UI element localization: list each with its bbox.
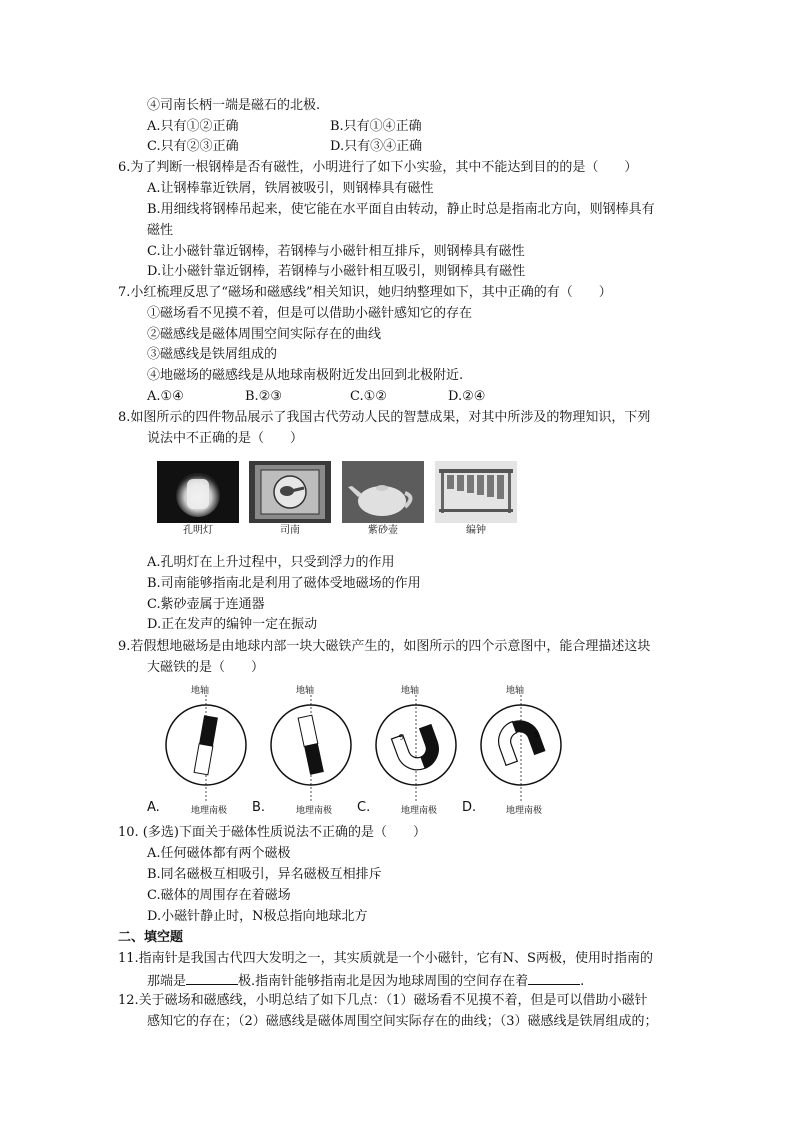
q7-item3: ③磁感线是铁屑组成的 <box>147 347 278 362</box>
pole-label: 地理南极 <box>191 806 228 816</box>
magnet-s-mark: S <box>534 731 539 739</box>
q11-blank-1[interactable] <box>186 971 238 985</box>
q7-item1: ①磁场看不见摸不着，但是可以借助小磁针感知它的存在 <box>147 306 473 321</box>
caption-sinan: 司南 <box>249 523 331 539</box>
q7-item2: ②磁感线是磁体周围空间实际存在的曲线 <box>147 327 382 342</box>
q8-option-c: C.紫砂壶属于连通器 <box>147 597 265 612</box>
q10-option-d: D.小磁针静止时，N极总指向地球北方 <box>147 909 368 924</box>
diagram-c <box>373 683 459 815</box>
q5-option-a: A.只有①②正确 <box>147 119 239 134</box>
q6-option-d: D.让小磁针靠近钢棒，若钢棒与小磁针相互吸引，则钢棒具有磁性 <box>147 264 526 279</box>
bianzhong-photo <box>435 461 517 539</box>
q12-line2: 感知它的存在；（2）磁感线是磁体周围空间实际存在的曲线；（3）磁感线是铁屑组成的； <box>147 1014 658 1029</box>
q9-letter-b: B. <box>252 800 266 815</box>
q11-text-a: 那端是 <box>147 974 187 989</box>
q12-line1: 12.关于磁场和磁感线，小明总结了如下几点：（1）磁场看不见摸不着，但是可以借助小磁针 <box>118 993 648 1008</box>
q9-stem-cont: 大磁铁的是（ ） <box>147 660 265 675</box>
axis-label: 地轴 <box>191 686 210 696</box>
q10-option-b: B.同名磁极互相吸引，异名磁极互相排斥 <box>147 867 382 882</box>
q9-stem: 9.若假想地磁场是由地球内部一块大磁铁产生的，如图所示的四个示意图中，能合理描述这块 <box>118 639 651 654</box>
q7-option-d: D.②④ <box>448 389 486 404</box>
q6-option-a: A.让钢棒靠近铁屑，铁屑被吸引，则钢棒具有磁性 <box>147 181 434 196</box>
q10-option-a: A.任何磁体都有两个磁极 <box>147 846 291 861</box>
q9-letter-c: C. <box>357 800 371 815</box>
pole-label: 地理南极 <box>296 806 333 816</box>
q7-stem: 7.小红梳理反思了“磁场和磁感线”相关知识，她归纳整理如下，其中正确的有（ ） <box>118 285 612 300</box>
q11-text-c: . <box>580 974 585 989</box>
q6-option-c: C.让小磁针靠近钢棒，若钢棒与小磁针相互排斥，则钢棒具有磁性 <box>147 244 525 259</box>
q7-option-a: A.①④ <box>147 389 184 404</box>
q7-option-b: B.②③ <box>245 389 282 404</box>
zisha-teapot-photo <box>342 461 424 539</box>
q8-stem: 8.如图所示的四件物品展示了我国古代劳动人民的智慧成果，对其中所涉及的物理知识，下列 <box>118 410 651 425</box>
q11-line1: 11.指南针是我国古代四大发明之一，其实质就是一个小磁针，它有N、S两极，使用时指南的 <box>118 951 653 966</box>
q7-option-c: C.①② <box>350 389 387 404</box>
caption-kongming-lantern: 孔明灯 <box>157 523 239 539</box>
q5-option-c: C.只有②③正确 <box>147 139 239 154</box>
q8-option-a: A.孔明灯在上升过程中，只受到浮力的作用 <box>147 555 395 570</box>
caption-zisha-teapot: 紫砂壶 <box>342 523 424 539</box>
q6-option-b: B.用细线将钢棒吊起来，使它能在水平面自由转动，静止时总是指南北方向，则钢棒具有 <box>147 202 655 217</box>
diagram-b <box>268 683 354 815</box>
sinan-photo <box>249 461 331 539</box>
q9-letter-a: A. <box>147 800 160 815</box>
q11-text-b: 极.指南针能够指南北是因为地球周围的空间存在着 <box>238 974 529 989</box>
diagram-d <box>478 683 564 815</box>
q6-option-b-cont: 磁性 <box>147 223 174 238</box>
section-heading: 二、填空题 <box>118 930 184 945</box>
magnet-s-mark: S <box>397 732 405 742</box>
q8-option-b: B.司南能够指南北是利用了磁体受地磁场的作用 <box>147 576 421 591</box>
diagram-a <box>163 683 249 815</box>
q5-option-d: D.只有③④正确 <box>330 139 423 154</box>
pole-label: 地理南极 <box>506 806 543 816</box>
q10-option-c: C.磁体的周围存在着磁场 <box>147 888 291 903</box>
caption-bianzhong: 编钟 <box>435 523 517 539</box>
q8-stem-cont: 说法中不正确的是（ ） <box>147 431 304 446</box>
q11-line2 <box>147 971 584 991</box>
axis-label: 地轴 <box>401 686 420 696</box>
pole-label: 地理南极 <box>401 806 438 816</box>
axis-label: 地轴 <box>296 686 315 696</box>
q11-blank-2[interactable] <box>528 971 580 985</box>
axis-label: 地轴 <box>506 686 525 696</box>
q5-item4: ④司南长柄一端是磁石的北极. <box>147 98 321 113</box>
q8-option-d: D.正在发声的编钟一定在振动 <box>147 617 318 632</box>
kongming-lantern-photo <box>157 461 239 539</box>
q6-stem: 6.为了判断一根钢棒是否有磁性，小明进行了如下小实验，其中不能达到目的的是（ ） <box>118 160 638 175</box>
q9-letter-d: D. <box>462 800 477 815</box>
q7-item4: ④地磁场的磁感线是从地球南极附近发出回到北极附近. <box>147 368 464 383</box>
q10-stem: 10. (多选)下面关于磁体性质说法不正确的是（ ） <box>118 825 426 840</box>
q5-option-b: B.只有①④正确 <box>330 119 422 134</box>
